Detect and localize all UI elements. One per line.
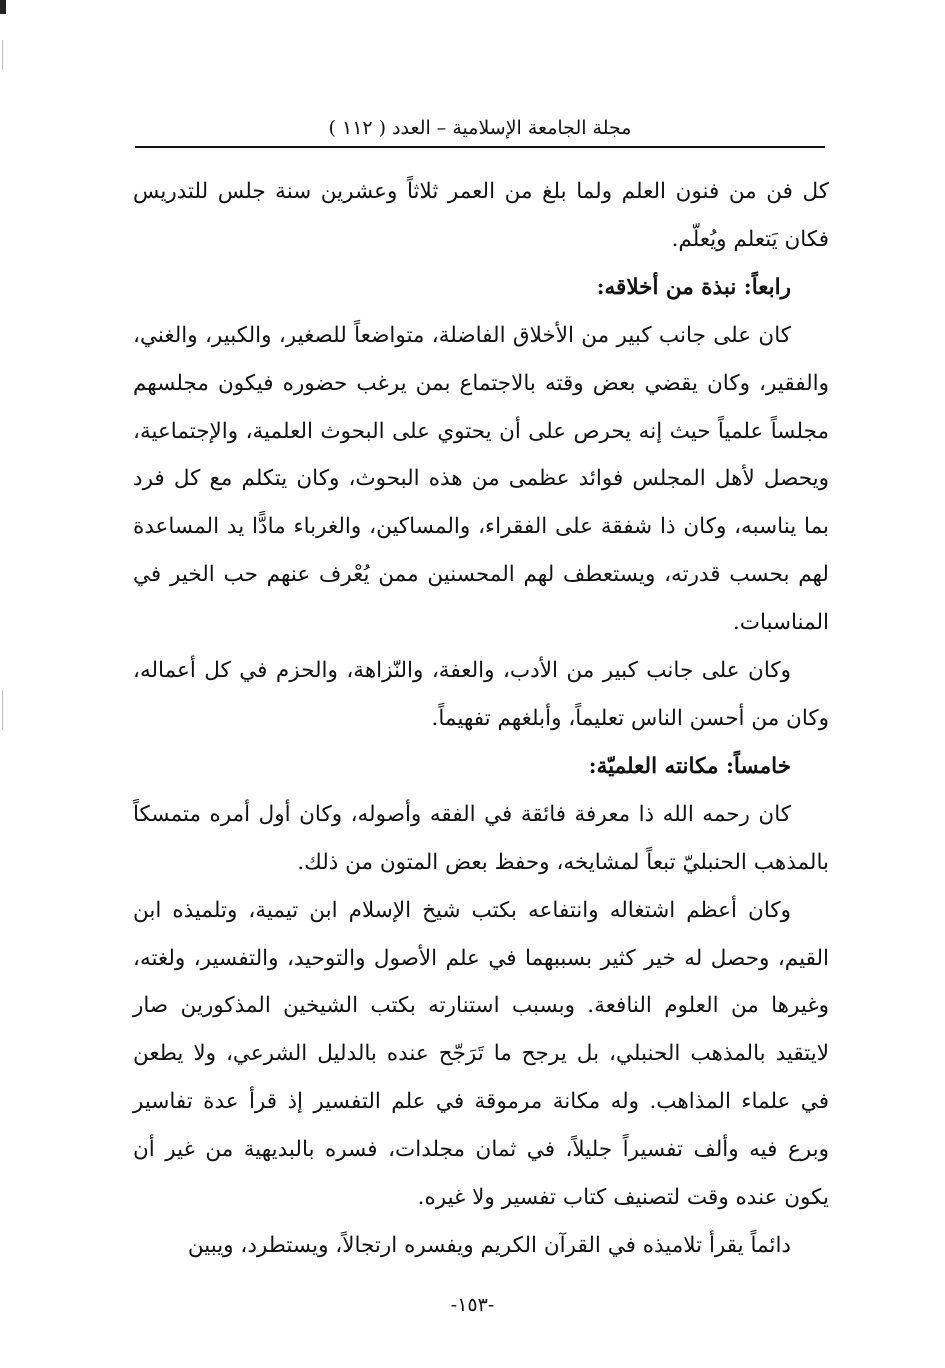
section-heading-morals: رابعاً: نبذة من أخلاقه:	[596, 274, 791, 300]
paragraph: كان رحمه الله ذا معرفة فائقة في الفقه وأصوله، وكان أول أمره متمسكاً بالمذهب الحنبليّ تبعاً لمشايخه، وحفظ بعض المتون من ذلك.	[133, 801, 829, 875]
section-heading-scholarly-status: خامساً: مكانته العلميّة:	[588, 753, 791, 779]
header-rule	[135, 146, 825, 148]
article-body	[133, 168, 829, 1270]
paragraph: وكان أعظم اشتغاله وانتفاعه بكتب شيخ الإسلام ابن تيمية، وتلميذه ابن القيم، وحصل له خير كثير بسببهما في علم الأصول والتوحيد، والتفسير، ولغته، وغيرها من العلوم النافعة. وبسبب استنارته بكتب الشيخين المذكورين صار لايتقيد بالمذهب الحنبلي، بل يرجح ما تَرَجّح عنده بالدليل الشرعي، ولا يطعن في علماء المذاهب. وله مكانة مرموقة في علم التفسير إذ قرأ عدة تفاسير وبرع فيه وألف تفسيراً جليلاً، في ثمان مجلدات، فسره بالبديهية من غير أن يكون عنده وقت لتصنيف كتاب تفسير ولا غيره.	[133, 897, 829, 1211]
running-header: مجلة الجامعة الإسلامية – العدد ( ١١٢ )	[328, 117, 632, 139]
scan-corner-mark	[0, 0, 6, 14]
paragraph: دائماً يقرأ تلاميذه في القرآن الكريم ويفسره ارتجالاً، ويستطرد، ويبين	[187, 1232, 791, 1258]
page-number: -١٥٣-	[450, 1294, 495, 1316]
scan-edge-mark	[2, 40, 3, 70]
paragraph: وكان على جانب كبير من الأدب، والعفة، والنّزاهة، والحزم في كل أعماله، وكان من أحسن الناس تعليماً، وأبلغهم تفهيماً.	[133, 658, 829, 731]
paragraph: كان على جانب كبير من الأخلاق الفاضلة، متواضعاً للصغير، والكبير، والغني، والفقير، وكان يقضي بعض وقته بالاجتماع بمن يرغب حضوره فيكون مجلسهم مجلساً علمياً حيث إنه يحرص على أن يحتوي على البحوث العلمية، والإجتماعية، ويحصل لأهل المجلس فوائد عظمى من هذه البحوث، وكان يتكلم مع كل فرد بما يناسبه، وكان ذا شفقة على الفقراء، والمساكين، والغرباء مادًّا يد المساعدة لهم بحسب قدرته، ويستعطف لهم المحسنين ممن يُعْرف عنهم حب الخير في المناسبات.	[133, 322, 829, 636]
scan-edge-mark	[2, 690, 3, 730]
paragraph: كل فن من فنون العلم ولما بلغ من العمر ثلاثاً وعشرين سنة جلس للتدريس فكان يَتعلم ويُعلّم.	[133, 179, 829, 252]
